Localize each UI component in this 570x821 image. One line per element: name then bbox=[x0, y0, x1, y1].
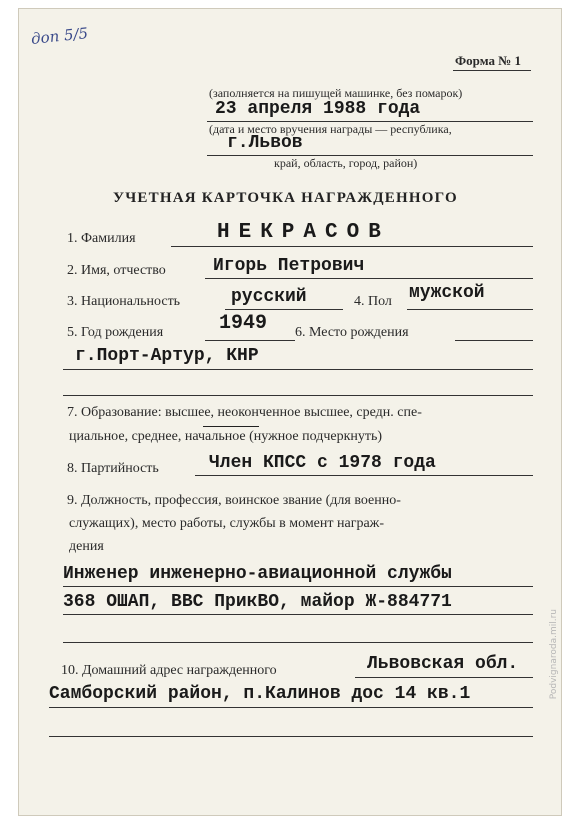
nationality-label: 3. Национальность bbox=[67, 294, 181, 309]
card-title: УЧЕТНАЯ КАРТОЧКА НАГРАЖДЕННОГО bbox=[113, 190, 458, 206]
name-line bbox=[205, 278, 533, 279]
position-value-line2: 368 ОШАП, ВВС ПрикВО, майор Ж-884771 bbox=[63, 592, 452, 612]
education-underline-higher bbox=[203, 426, 259, 427]
surname-label: 1. Фамилия bbox=[67, 231, 136, 246]
nationality-line bbox=[225, 309, 343, 310]
birth-year-line bbox=[205, 340, 295, 341]
education-label-line2: циальное, среднее, начальное (нужное подчеркнуть) bbox=[69, 429, 383, 444]
form-label-underline bbox=[453, 70, 531, 71]
position-line-1 bbox=[63, 586, 533, 587]
birth-place-line-1 bbox=[455, 340, 533, 341]
surname-line bbox=[171, 246, 533, 247]
nationality-value: русский bbox=[231, 287, 307, 307]
sex-value: мужской bbox=[409, 283, 485, 303]
date-caption: (дата и место вручения награды — республика, bbox=[209, 122, 452, 136]
party-value: Член КПСС с 1978 года bbox=[209, 453, 436, 473]
award-place: г.Львов bbox=[227, 133, 303, 153]
name-label: 2. Имя, отчество bbox=[67, 263, 166, 278]
position-line-3 bbox=[63, 642, 533, 643]
name-value: Игорь Петрович bbox=[213, 256, 365, 276]
address-value-line2: Самборский район, п.Калинов дос 14 кв.1 bbox=[49, 684, 471, 704]
address-line-1 bbox=[355, 677, 533, 678]
birth-place-label: 6. Место рождения bbox=[295, 325, 409, 340]
birth-place-line-2 bbox=[63, 369, 533, 370]
position-value-line1: Инженер инженерно-авиационной службы bbox=[63, 564, 452, 584]
form-label: Форма № 1 bbox=[455, 53, 522, 68]
birth-place-value: г.Порт-Артур, КНР bbox=[75, 346, 259, 366]
place-caption: край, область, город, район) bbox=[274, 156, 418, 170]
address-line-2 bbox=[49, 707, 533, 708]
position-label-line2: служащих), место работы, службы в момент награж- bbox=[69, 516, 384, 531]
watermark: Podvignaroda.mil.ru bbox=[549, 609, 559, 700]
party-label: 8. Партийность bbox=[67, 461, 159, 476]
handwritten-note: доп 5/5 bbox=[30, 24, 89, 48]
surname-value: НЕКРАСОВ bbox=[217, 221, 390, 244]
address-line-3 bbox=[49, 736, 533, 737]
address-label: 10. Домашний адрес награжденного bbox=[61, 663, 277, 678]
party-line bbox=[195, 475, 533, 476]
birth-year-label: 5. Год рождения bbox=[67, 325, 164, 340]
education-label-line1: 7. Образование: высшее, неоконченное высшее, средн. спе- bbox=[67, 405, 422, 420]
address-value-line1: Львовская обл. bbox=[367, 654, 519, 674]
position-label-line1: 9. Должность, профессия, воинское звание (для военно- bbox=[67, 493, 401, 508]
position-label-line3: дения bbox=[69, 539, 104, 554]
typing-note: (заполняется на пишущей машинке, без помарок) bbox=[209, 86, 463, 100]
award-date: 23 апреля 1988 года bbox=[215, 99, 421, 119]
sex-line bbox=[407, 309, 533, 310]
award-record-card bbox=[18, 8, 562, 816]
birth-year-value: 1949 bbox=[219, 312, 268, 335]
position-line-2 bbox=[63, 614, 533, 615]
blank-line bbox=[63, 395, 533, 396]
sex-label: 4. Пол bbox=[354, 294, 392, 309]
